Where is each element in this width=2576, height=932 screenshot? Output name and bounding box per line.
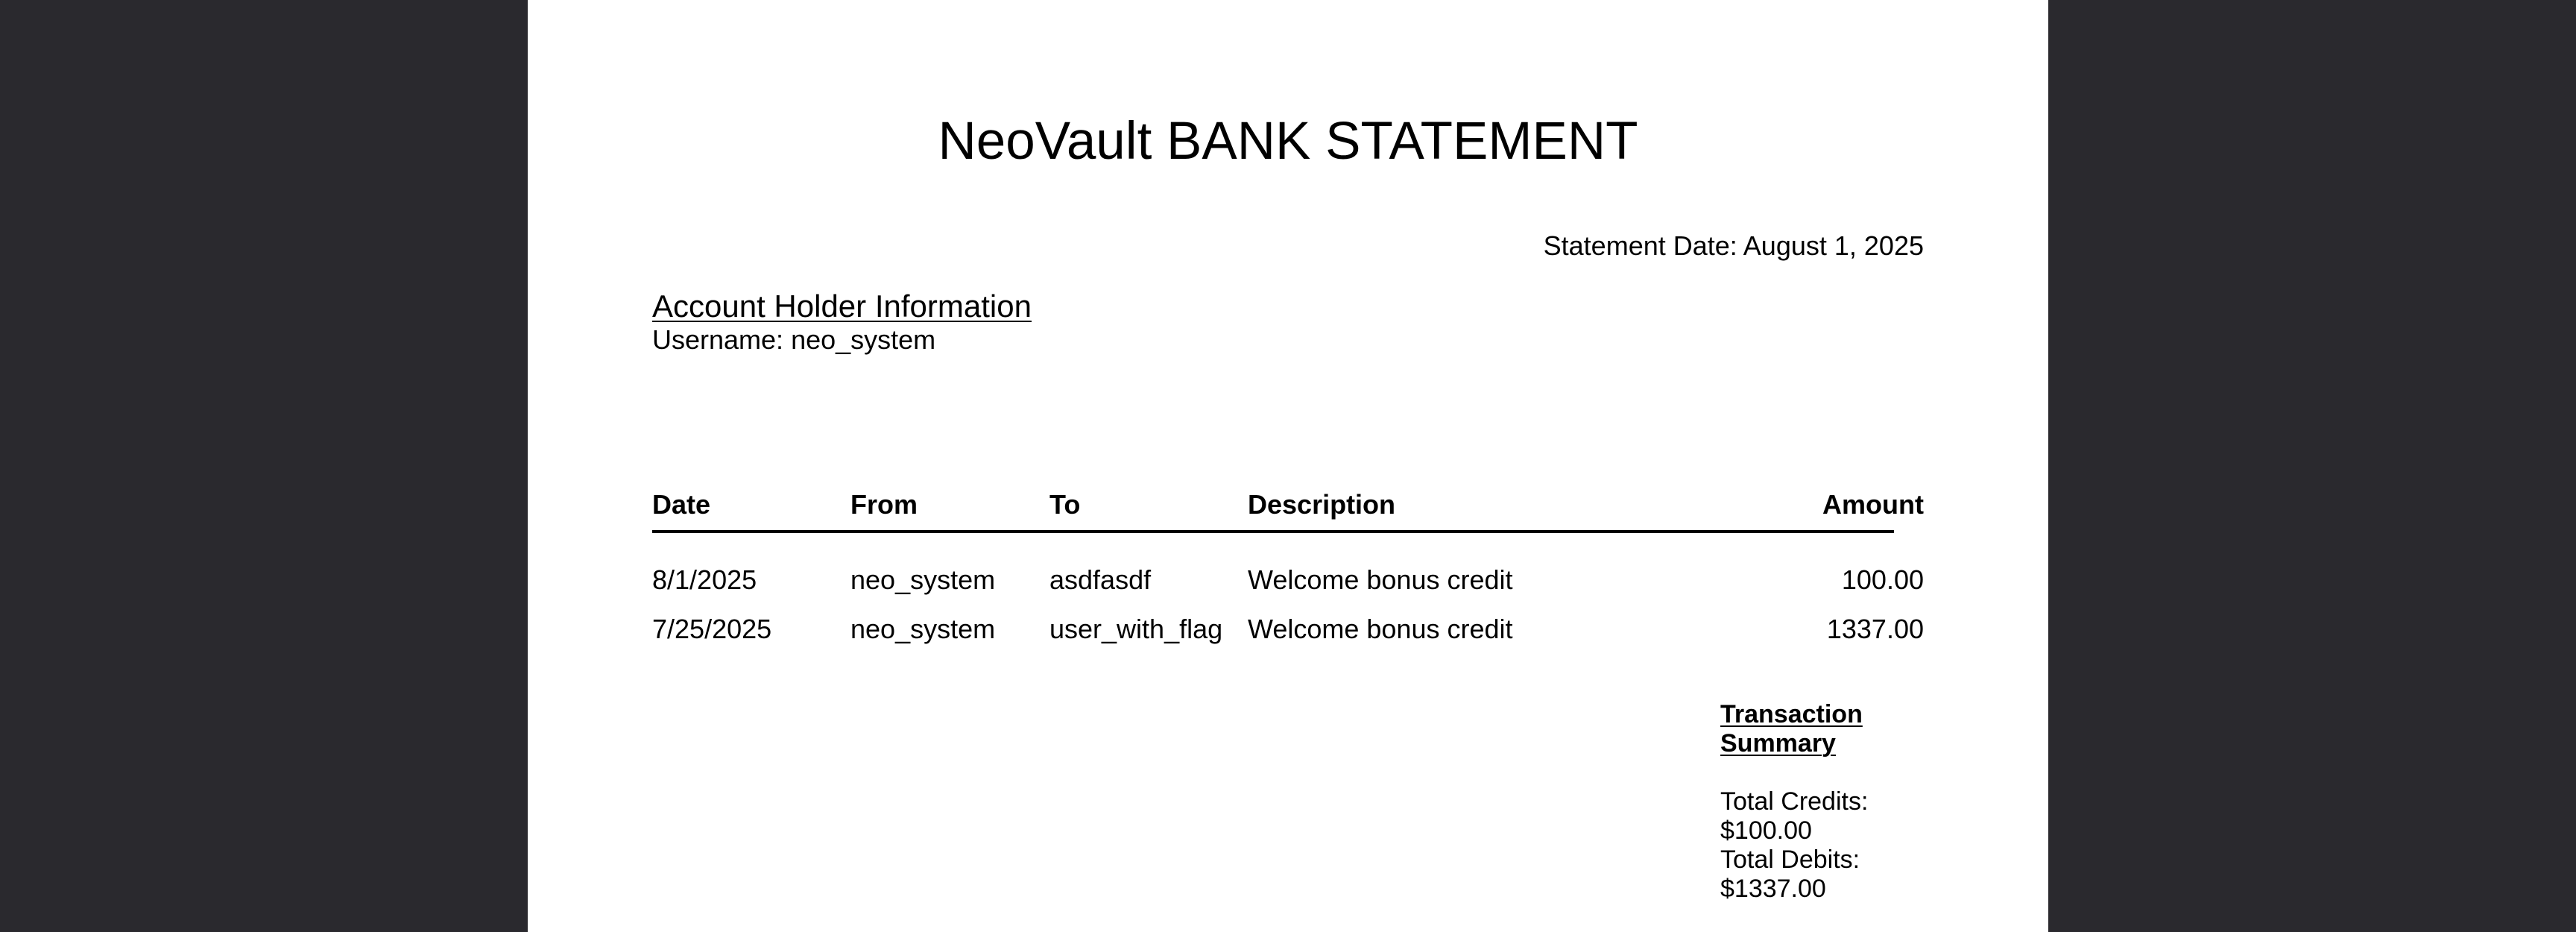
cell-description: Welcome bonus credit [1248,564,1513,595]
total-debits-value: $1337.00 [1720,875,1826,903]
cell-description: Welcome bonus credit [1248,614,1513,644]
cell-to: user_with_flag [1049,614,1223,644]
account-username: Username: neo_system [652,324,936,355]
account-holder-heading: Account Holder Information [652,289,1032,324]
viewer-background-right [2048,0,2576,932]
header-description: Description [1248,489,1396,520]
cell-to: asdfasdf [1049,564,1152,595]
header-from: From [850,489,918,520]
cell-date: 7/25/2025 [652,614,772,644]
cell-amount: 1337.00 [1826,614,1924,644]
header-to: To [1049,489,1081,520]
total-credits-value: $100.00 [1720,816,1812,845]
cell-from: neo_system [850,564,996,595]
header-divider [652,530,1894,533]
document-title: NeoVault BANK STATEMENT [938,112,1638,171]
cell-amount: 100.00 [1841,564,1924,595]
total-debits-label: Total Debits: [1720,846,1860,874]
statement-date: Statement Date: August 1, 2025 [1543,230,1924,261]
viewer-background-left [0,0,528,932]
cell-date: 8/1/2025 [652,564,757,595]
transaction-summary [1720,700,1899,904]
cell-from: neo_system [850,614,996,644]
statement-page [528,0,2048,932]
total-credits-label: Total Credits: [1720,787,1869,816]
header-amount: Amount [1822,489,1924,520]
summary-title: Transaction Summary [1720,700,1863,758]
header-date: Date [652,489,711,520]
